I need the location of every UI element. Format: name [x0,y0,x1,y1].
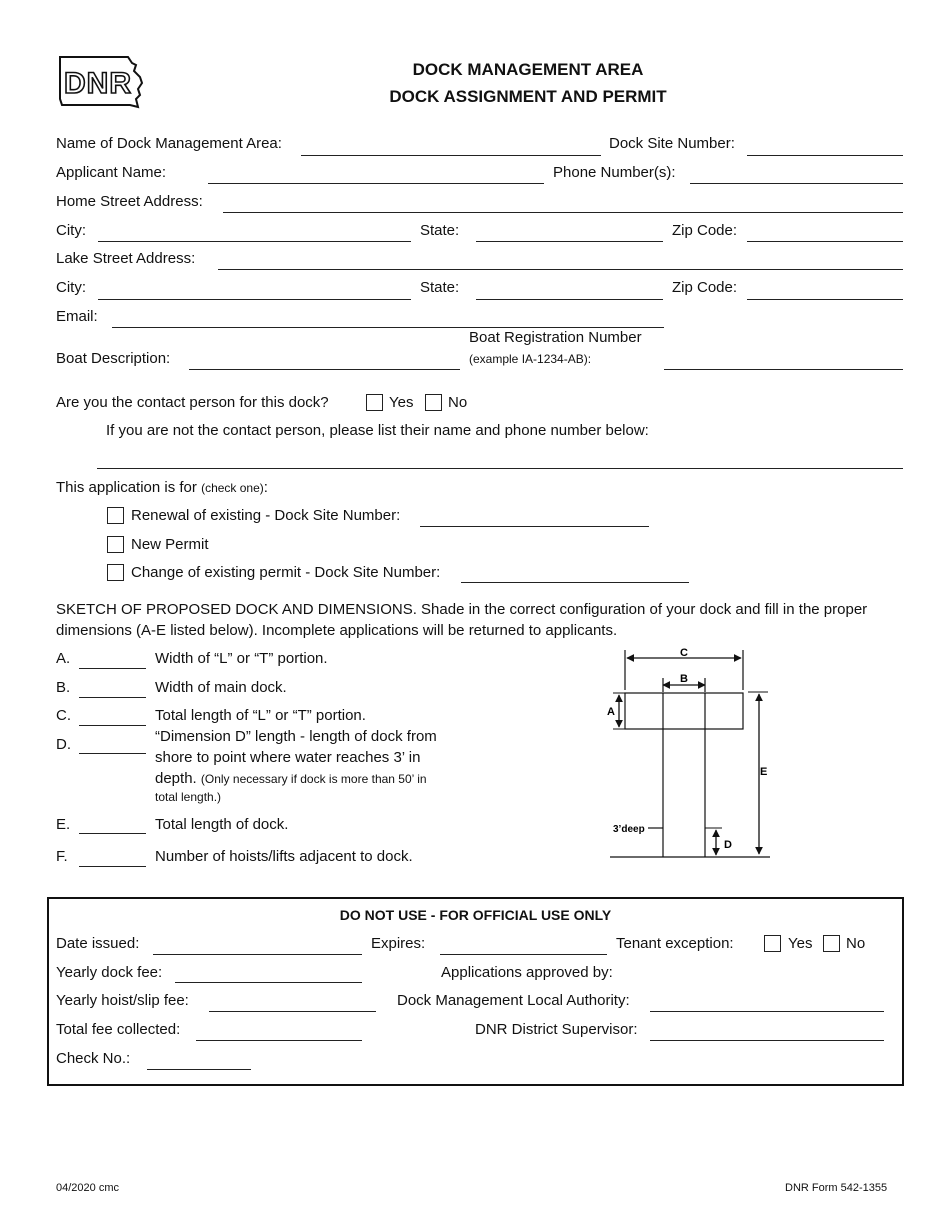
item-d-text: “Dimension D” length - length of dock from [155,728,437,745]
yearly-dock-fee-label: Yearly dock fee: [56,964,163,981]
diagram-label-d: D [724,839,732,851]
lake-state-field[interactable] [476,299,663,300]
expires-label: Expires: [371,935,426,952]
iowa-state-outline-icon [56,55,146,111]
home-city-field[interactable] [98,241,411,242]
logo-text: DNR [64,67,132,100]
boat-desc-field[interactable] [189,369,460,370]
home-zip-field[interactable] [747,241,903,242]
application-intro-note: (check one) [201,481,264,495]
item-b-letter: B. [56,679,71,696]
item-e-text: Total length of dock. [155,816,289,833]
item-d-depth: depth. [155,770,197,787]
applicant-name-label: Applicant Name: [56,164,167,181]
t-dock-diagram [600,640,780,865]
sketch-instructions-line2: dimensions (A-E listed below). Incomplete applications will be returned to applicants. [56,622,618,639]
lake-state-label: State: [420,279,460,296]
lake-city-field[interactable] [98,299,411,300]
diagram-label-e: E [760,766,768,778]
boat-desc-label: Boat Description: [56,350,171,367]
item-d-text-line2: shore to point where water reaches 3’ in [155,749,421,766]
date-issued-field[interactable] [153,954,362,955]
boat-reg-field[interactable] [664,369,903,370]
lake-zip-label: Zip Code: [672,279,738,296]
item-a-field[interactable] [79,668,146,669]
applicant-name-field[interactable] [208,183,544,184]
boat-reg-label: Boat Registration Number [469,329,642,346]
renewal-checkbox[interactable] [107,507,124,524]
district-supervisor-field[interactable] [650,1040,884,1041]
dock-diagram [600,640,780,865]
footer-form-number: DNR Form 542-1355 [785,1182,888,1194]
application-intro-colon: : [263,479,268,496]
phone-field[interactable] [690,183,903,184]
item-d-note1: (Only necessary if dock is more than 50’ in [200,772,427,786]
official-heading: DO NOT USE - FOR OFFICIAL USE ONLY [339,907,612,923]
tenant-no-label: No [846,935,866,952]
diagram-label-b: B [680,673,688,685]
lake-city-label: City: [56,279,86,296]
application-intro-text: This application is for [56,479,197,496]
local-authority-label: Dock Management Local Authority: [397,992,630,1009]
check-no-label: Check No.: [56,1050,131,1067]
lake-address-field[interactable] [218,269,903,270]
item-f-letter: F. [56,848,68,865]
tenant-no-checkbox[interactable] [823,935,840,952]
contact-no-label: No [448,394,468,411]
contact-instruction: If you are not the contact person, please list their name and phone number below: [106,422,649,439]
contact-no-checkbox[interactable] [425,394,442,411]
phone-label: Phone Number(s): [553,164,676,181]
home-state-field[interactable] [476,241,663,242]
contact-question: Are you the contact person for this dock? [56,394,329,411]
lake-zip-field[interactable] [747,299,903,300]
email-field[interactable] [112,327,664,328]
yearly-dock-fee-field[interactable] [175,982,362,983]
application-intro [56,479,268,496]
tenant-yes-checkbox[interactable] [764,935,781,952]
total-fee-label: Total fee collected: [56,1021,181,1038]
contact-person-field[interactable] [97,468,903,469]
form-title-line1: DOCK MANAGEMENT AREA [412,60,644,79]
item-b-field[interactable] [79,697,146,698]
contact-yes-checkbox[interactable] [366,394,383,411]
item-b-text: Width of main dock. [155,679,287,696]
item-c-letter: C. [56,707,71,724]
local-authority-field[interactable] [650,1011,884,1012]
home-zip-label: Zip Code: [672,222,738,239]
renewal-dock-site-field[interactable] [420,526,649,527]
approved-by-label: Applications approved by: [441,964,613,981]
item-f-field[interactable] [79,866,146,867]
yearly-hoist-fee-label: Yearly hoist/slip fee: [56,992,189,1009]
renewal-label: Renewal of existing - Dock Site Number: [131,507,401,524]
check-no-field[interactable] [147,1069,251,1070]
item-d-text-line3 [155,770,427,787]
item-d-field[interactable] [79,753,146,754]
new-permit-checkbox[interactable] [107,536,124,553]
item-d-letter: D. [56,736,71,753]
tenant-yes-label: Yes [788,935,813,952]
change-label: Change of existing permit - Dock Site Number: [131,564,441,581]
form-title-line2: DOCK ASSIGNMENT AND PERMIT [389,87,667,106]
footer-revision: 04/2020 cmc [56,1182,119,1194]
diagram-label-a: A [607,706,615,718]
district-supervisor-label: DNR District Supervisor: [475,1021,638,1038]
home-address-label: Home Street Address: [56,193,203,210]
lake-address-label: Lake Street Address: [56,250,196,267]
total-fee-field[interactable] [196,1040,362,1041]
item-c-text: Total length of “L” or “T” portion. [155,707,366,724]
date-issued-label: Date issued: [56,935,140,952]
email-label: Email: [56,308,98,325]
tenant-exception-label: Tenant exception: [616,935,734,952]
dnr-logo [56,55,146,111]
item-d-note2: total length.) [155,790,222,804]
yearly-hoist-fee-field[interactable] [209,1011,376,1012]
diagram-label-deep: 3’deep [613,824,645,835]
home-address-field[interactable] [223,212,903,213]
home-state-label: State: [420,222,460,239]
change-checkbox[interactable] [107,564,124,581]
diagram-label-c: C [680,647,688,659]
item-a-letter: A. [56,650,71,667]
home-city-label: City: [56,222,86,239]
expires-field[interactable] [440,954,607,955]
change-dock-site-field[interactable] [461,582,689,583]
contact-yes-label: Yes [389,394,414,411]
item-a-text: Width of “L” or “T” portion. [155,650,328,667]
item-e-field[interactable] [79,833,146,834]
boat-reg-example: (example IA-1234-AB): [469,352,592,366]
item-c-field[interactable] [79,725,146,726]
item-e-letter: E. [56,816,71,833]
new-permit-label: New Permit [131,536,209,553]
dock-site-label: Dock Site Number: [609,135,735,152]
dock-site-field[interactable] [747,155,903,156]
dma-name-label: Name of Dock Management Area: [56,135,282,152]
dma-name-field[interactable] [301,155,601,156]
sketch-instructions-line1: SKETCH OF PROPOSED DOCK AND DIMENSIONS. Shade in the correct configuration of your dock and fill in the proper [56,601,868,618]
item-f-text: Number of hoists/lifts adjacent to dock. [155,848,413,865]
